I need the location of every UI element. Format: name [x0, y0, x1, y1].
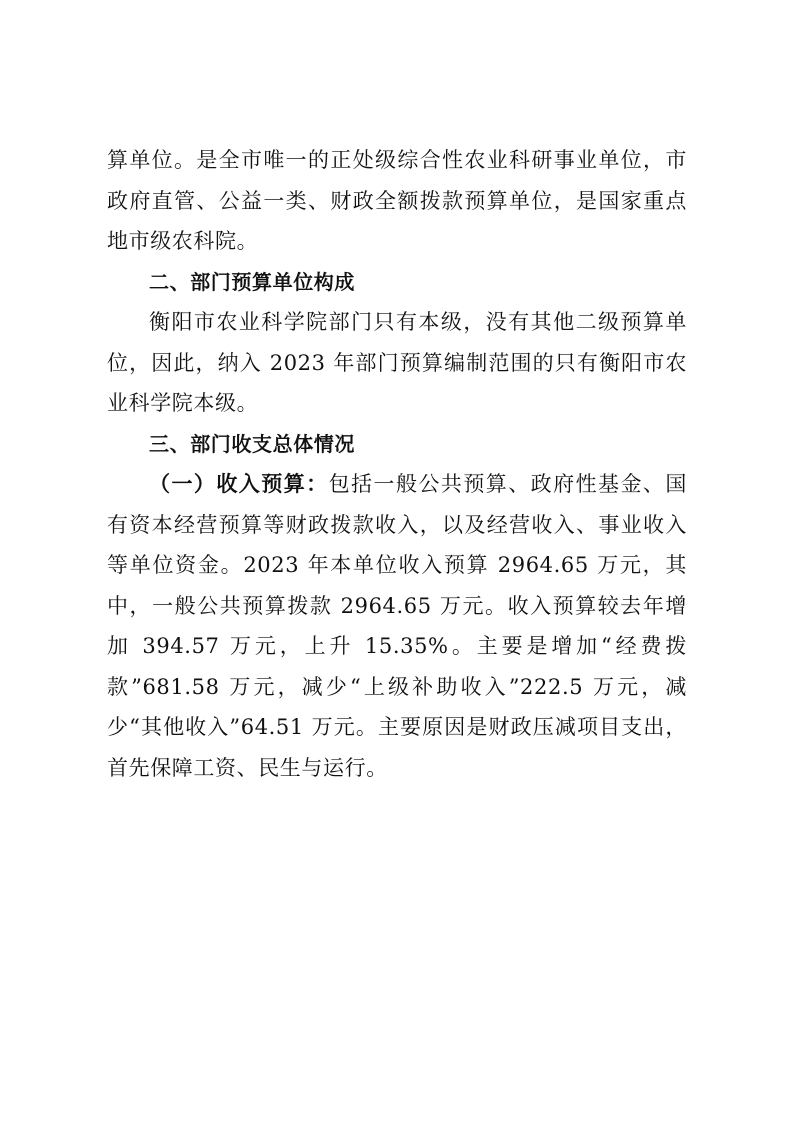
intro-paragraph: 算单位。是全市唯一的正处级综合性农业科研事业单位，市政府直管、公益一类、财政全额拨款预算单位，是国家重点地市级农科院。: [107, 148, 687, 253]
revenue-budget-paragraph: [107, 464, 687, 788]
document-page: [107, 140, 687, 788]
budget-units-paragraph: 衡阳市农业科学院部门只有本级，没有其他二级预算单位，因此，纳入 2023 年部门预算编制范围的只有衡阳市农业科学院本级。: [107, 310, 687, 415]
revenue-budget-text: 包括一般公共预算、政府性基金、国有资本经营预算等财政拨款收入，以及经营收入、事业收入等单位资金。2023 年本单位收入预算 2964.65 万元，其中，一般公共预算拨款 2964.65 万元。收入预算较去年增加 394.57 万元，上升 15.35%。主要是增加“经费拨款”681.58 万元，减少“上级补助收入”222.5 万元，减少“其他收入”64.51 万元。主要原因是财政压减项目支出，首先保障工资、民生与运行。: [107, 472, 687, 780]
section-heading-budget-units: 二、部门预算单位构成: [149, 269, 355, 294]
section-heading-revenue-expenditure: 三、部门收支总体情况: [149, 431, 355, 456]
revenue-budget-label: （一）收入预算：: [149, 472, 329, 496]
